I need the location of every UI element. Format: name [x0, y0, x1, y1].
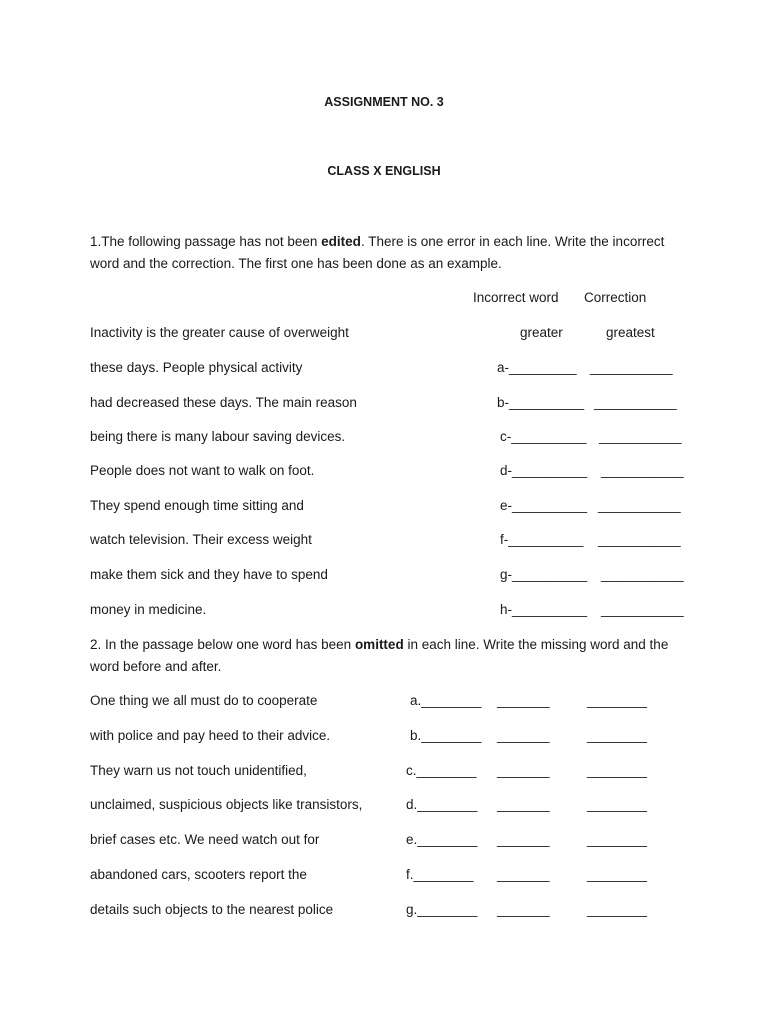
q2-blank-word-after[interactable]: ________ — [587, 902, 648, 917]
q1-line: these days. People physical activity — [90, 360, 303, 375]
q1-example-correction: greatest — [606, 325, 655, 340]
q1-blank-incorrect[interactable]: b-__________ — [497, 395, 585, 410]
q1-intro-pre: 1.The following passage has not been — [90, 234, 322, 249]
q1-blank-incorrect[interactable]: g-__________ — [500, 567, 588, 582]
q1-example-incorrect: greater — [520, 325, 563, 340]
q1-col-correction-header: Correction — [584, 290, 647, 305]
q1-line: People does not want to walk on foot. — [90, 463, 315, 478]
q1-line: make them sick and they have to spend — [90, 567, 328, 582]
q2-intro-bold: omitted — [354, 637, 404, 652]
q2-blank-word-after[interactable]: ________ — [587, 832, 648, 847]
q2-line: with police and pay heed to their advice. — [90, 728, 331, 743]
q2-intro-post: in each line. Write the missing word and the word before and after. — [90, 637, 669, 674]
q1-blank-incorrect[interactable]: a-_________ — [497, 360, 577, 375]
q1-blank-incorrect[interactable]: e-__________ — [500, 498, 588, 513]
q1-blank-incorrect[interactable]: h-__________ — [500, 602, 588, 617]
q1-blank-correction[interactable]: ___________ — [601, 567, 684, 582]
class-subtitle: CLASS X ENGLISH — [327, 164, 441, 178]
q2-blank-missing-word[interactable]: _______ — [497, 693, 550, 708]
q2-blank-missing-word[interactable]: _______ — [497, 763, 550, 778]
q1-intro-post: . There is one error in each line. Write the incorrect word and the correction. The first one has been done as an example. — [90, 234, 665, 271]
q1-blank-correction[interactable]: ___________ — [590, 360, 673, 375]
q2-blank-word-before[interactable]: b.________ — [410, 728, 482, 743]
q1-line: being there is many labour saving devices. — [90, 429, 346, 444]
q1-intro-bold: edited — [321, 234, 361, 249]
q2-intro-pre: 2. In the passage below one word has been — [90, 637, 355, 652]
q1-blank-incorrect[interactable]: c-__________ — [500, 429, 587, 444]
q1-col-incorrect-header: Incorrect word — [473, 290, 559, 305]
q2-blank-word-after[interactable]: ________ — [587, 763, 648, 778]
q2-blank-word-before[interactable]: f.________ — [406, 867, 474, 882]
q2-blank-word-after[interactable]: ________ — [587, 867, 648, 882]
q2-line: details such objects to the nearest police — [90, 902, 334, 917]
q1-blank-correction[interactable]: ___________ — [601, 602, 684, 617]
q2-blank-word-after[interactable]: ________ — [587, 693, 648, 708]
q1-instructions — [90, 231, 690, 275]
q2-line: abandoned cars, scooters report the — [90, 867, 307, 882]
assignment-title: ASSIGNMENT NO. 3 — [324, 95, 444, 109]
q2-instructions — [90, 634, 690, 678]
q2-blank-missing-word[interactable]: _______ — [497, 867, 550, 882]
q2-blank-word-after[interactable]: ________ — [587, 797, 648, 812]
q2-line: They warn us not touch unidentified, — [90, 763, 307, 778]
q2-blank-word-before[interactable]: a.________ — [410, 693, 482, 708]
q1-line: They spend enough time sitting and — [90, 498, 304, 513]
q1-example-line: Inactivity is the greater cause of overweight — [90, 325, 349, 340]
q2-blank-missing-word[interactable]: _______ — [497, 902, 550, 917]
q1-blank-correction[interactable]: ___________ — [598, 498, 681, 513]
q1-blank-correction[interactable]: ___________ — [594, 395, 677, 410]
q1-blank-correction[interactable]: ___________ — [601, 463, 684, 478]
q2-blank-word-before[interactable]: d.________ — [406, 797, 478, 812]
q1-line: watch television. Their excess weight — [90, 532, 312, 547]
q2-blank-missing-word[interactable]: _______ — [497, 728, 550, 743]
q1-line: had decreased these days. The main reason — [90, 395, 357, 410]
q2-line: One thing we all must do to cooperate — [90, 693, 318, 708]
q2-blank-word-before[interactable]: e.________ — [406, 832, 478, 847]
q1-blank-correction[interactable]: ___________ — [599, 429, 682, 444]
q1-blank-correction[interactable]: ___________ — [598, 532, 681, 547]
q1-blank-incorrect[interactable]: f-__________ — [500, 532, 584, 547]
q2-blank-missing-word[interactable]: _______ — [497, 832, 550, 847]
q2-line: brief cases etc. We need watch out for — [90, 832, 320, 847]
q1-blank-incorrect[interactable]: d-__________ — [500, 463, 588, 478]
q1-line: money in medicine. — [90, 602, 207, 617]
q2-blank-word-after[interactable]: ________ — [587, 728, 648, 743]
q2-line: unclaimed, suspicious objects like transistors, — [90, 797, 363, 812]
q2-blank-missing-word[interactable]: _______ — [497, 797, 550, 812]
q2-blank-word-before[interactable]: c.________ — [406, 763, 477, 778]
q2-blank-word-before[interactable]: g.________ — [406, 902, 478, 917]
